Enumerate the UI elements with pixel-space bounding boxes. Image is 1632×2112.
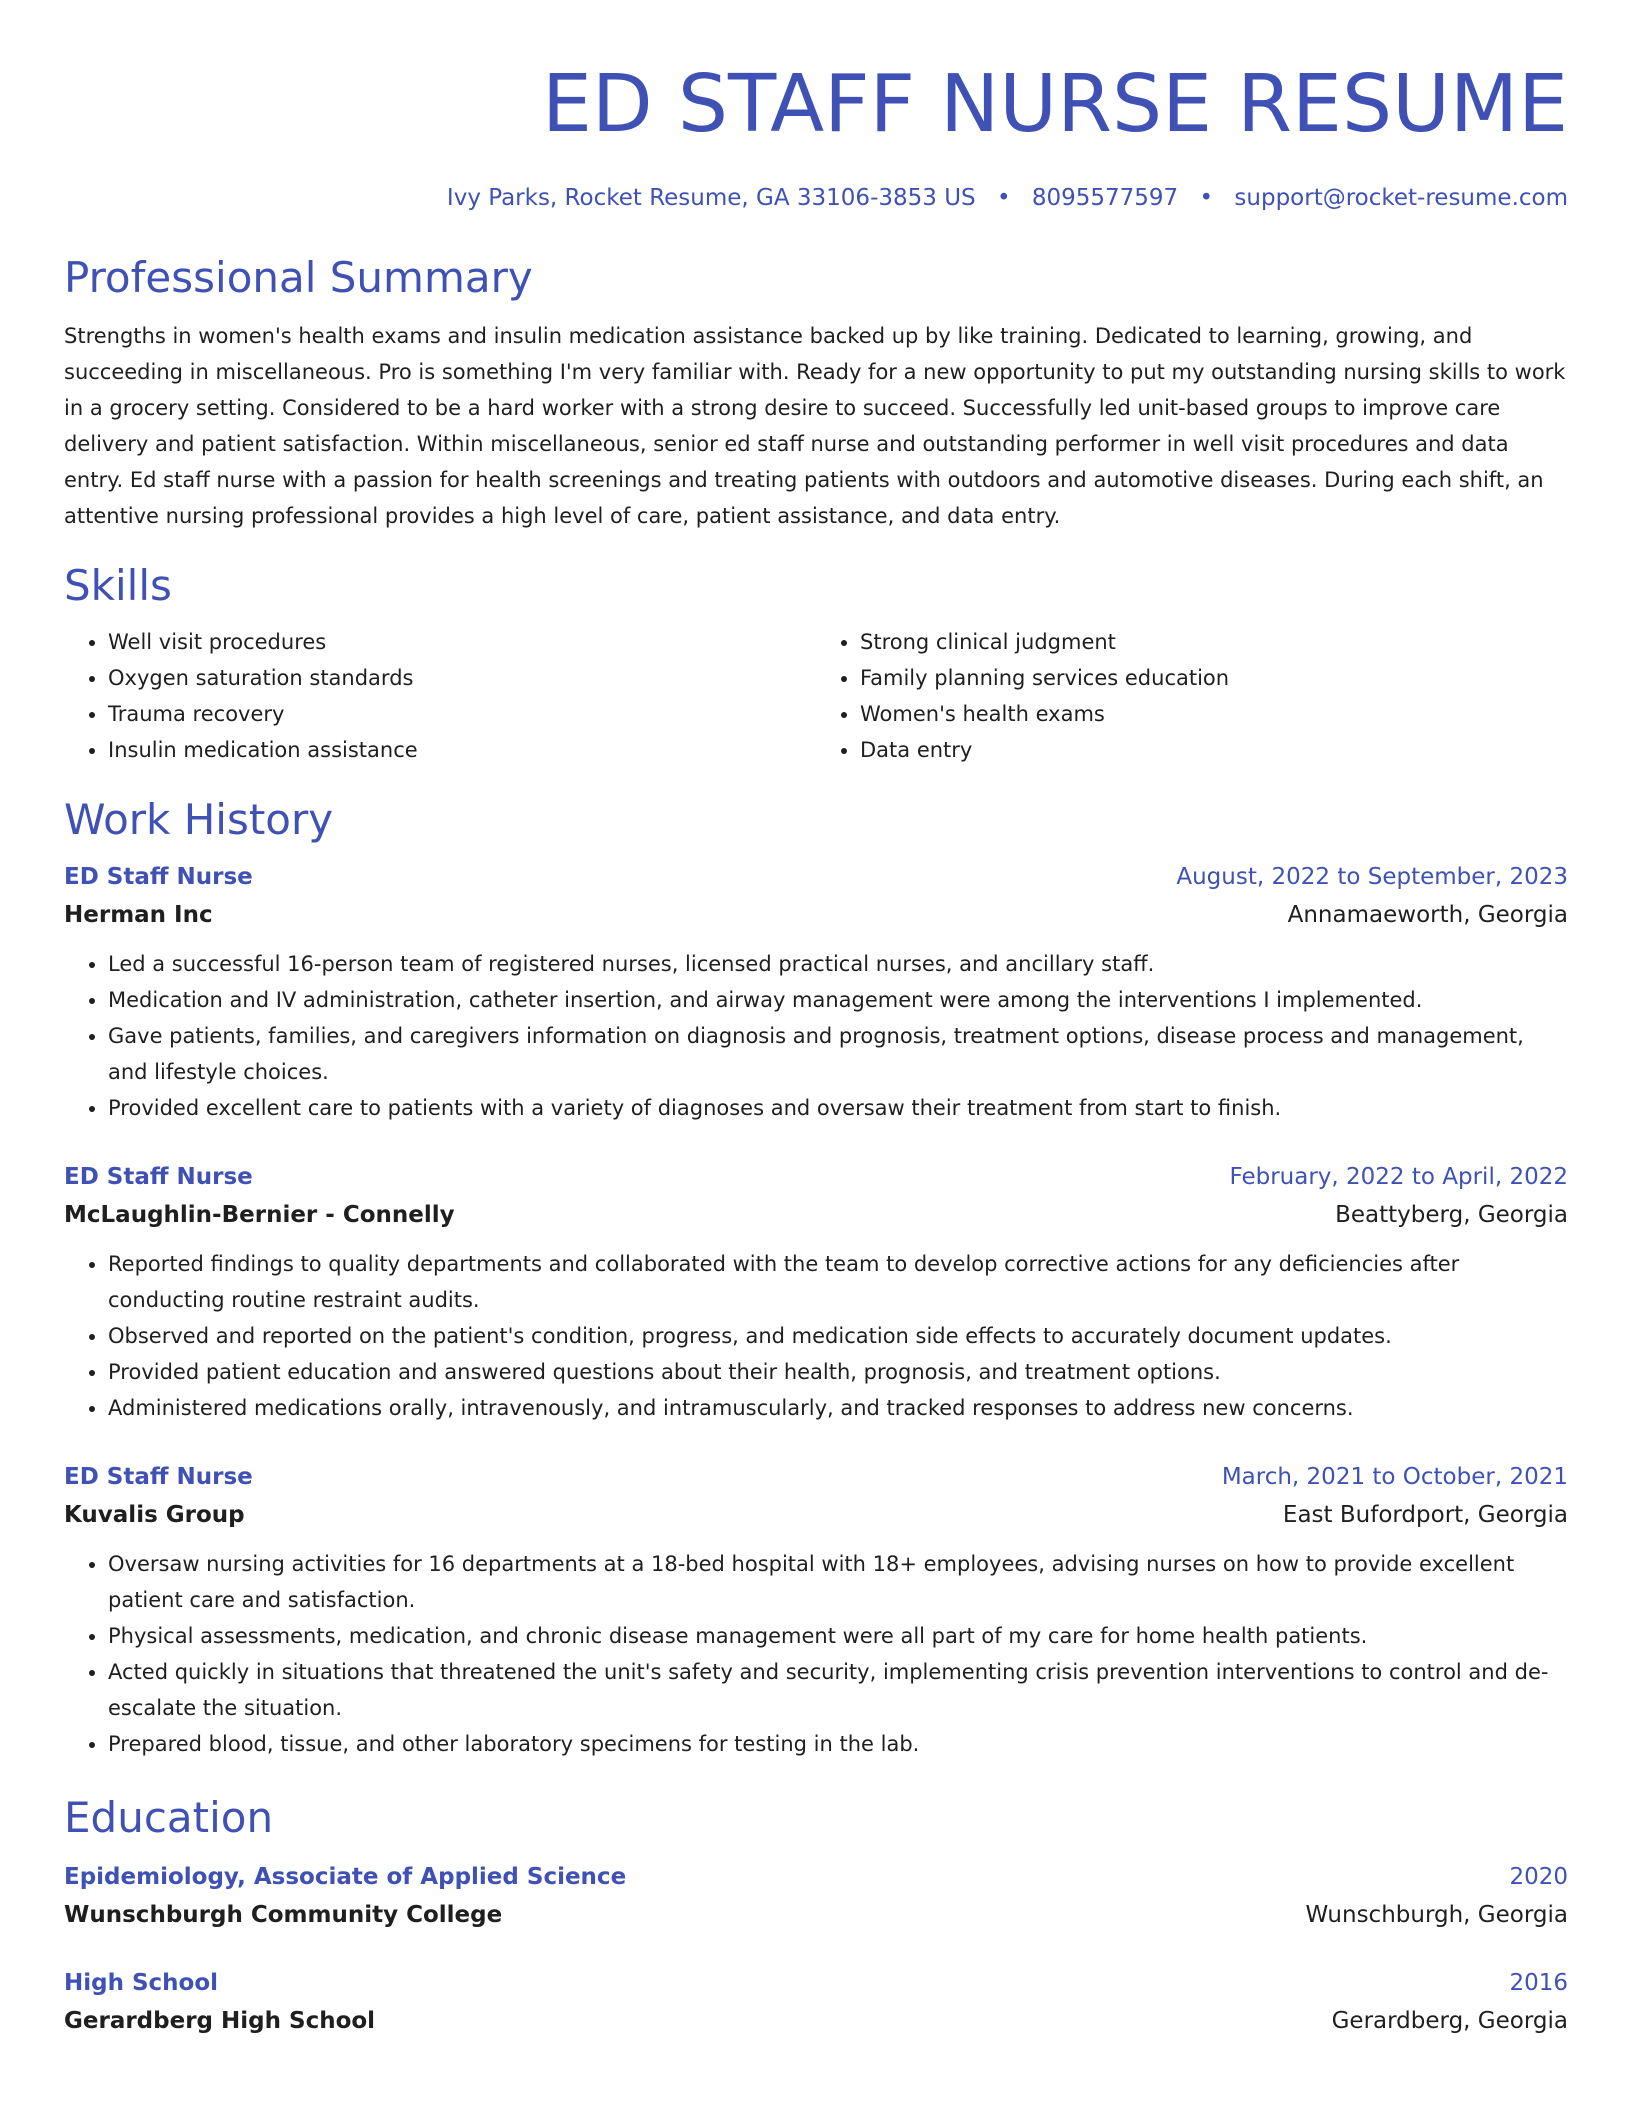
job-dates: March, 2021 to October, 2021 [1221, 1464, 1568, 1490]
skills-list-right [816, 624, 1568, 768]
job-dates: August, 2022 to September, 2023 [1176, 864, 1568, 890]
skill-item: • Strong clinical judgment [860, 624, 1568, 660]
job-bullet: • Reported findings to quality departments and collaborated with the team to develop corrective actions for any deficiencies after conducting routine restraint audits. [108, 1246, 1568, 1318]
job-title: ED Staff Nurse [64, 1464, 253, 1490]
job-bullet: • Medication and IV administration, catheter insertion, and airway management were among the interventions I implemented. [108, 982, 1568, 1018]
education-degree: High School [64, 1970, 219, 1996]
skill-item: • Oxygen saturation standards [108, 660, 816, 696]
job-entry [64, 858, 1568, 1126]
job-bullet: • Prepared blood, tissue, and other laboratory specimens for testing in the lab. [108, 1726, 1568, 1762]
job-location: Annamaeworth, Georgia [1287, 902, 1568, 928]
education-school: Gerardberg High School [64, 2008, 376, 2034]
job-bullets [64, 1546, 1568, 1762]
contact-email: support@rocket-resume.com [1234, 185, 1568, 211]
contact-separator: • [1199, 185, 1214, 211]
education-entry [64, 1858, 1568, 1934]
job-bullets [64, 946, 1568, 1126]
contact-line [64, 182, 1568, 214]
skills-list-left [64, 624, 816, 768]
job-entry [64, 1158, 1568, 1426]
job-bullet: • Provided excellent care to patients with a variety of diagnoses and oversaw their treatment from start to finish. [108, 1090, 1568, 1126]
education-entry [64, 1964, 1568, 2040]
education-section [64, 1792, 1568, 2040]
job-employer: Kuvalis Group [64, 1502, 245, 1528]
skill-item: • Women's health exams [860, 696, 1568, 732]
contact-phone: 8095577597 [1031, 185, 1179, 211]
job-bullet: • Physical assessments, medication, and chronic disease management were all part of my care for home health patients. [108, 1618, 1568, 1654]
job-bullet: • Observed and reported on the patient's condition, progress, and medication side effects to accurately document updates. [108, 1318, 1568, 1354]
work-history-section [64, 794, 1568, 1762]
skill-item: • Well visit procedures [108, 624, 816, 660]
job-title: ED Staff Nurse [64, 1164, 253, 1190]
education-degree: Epidemiology, Associate of Applied Science [64, 1864, 627, 1890]
skill-item: • Insulin medication assistance [108, 732, 816, 768]
contact-separator: • [996, 185, 1011, 211]
job-bullet: • Administered medications orally, intravenously, and intramuscularly, and tracked responses to address new concerns. [108, 1390, 1568, 1426]
job-title: ED Staff Nurse [64, 864, 253, 890]
education-location: Wunschburgh, Georgia [1305, 1902, 1568, 1928]
job-bullet: • Gave patients, families, and caregivers information on diagnosis and prognosis, treatment options, disease process and management, and lifestyle choices. [108, 1018, 1568, 1090]
section-heading-skills: Skills [64, 561, 172, 610]
skills-section [64, 560, 1568, 768]
education-year: 2020 [1509, 1864, 1568, 1890]
skill-item: • Family planning services education [860, 660, 1568, 696]
education-year: 2016 [1509, 1970, 1568, 1996]
section-heading-education: Education [64, 1793, 274, 1842]
skill-item: • Data entry [860, 732, 1568, 768]
section-heading-summary: Professional Summary [64, 253, 533, 302]
job-bullet: • Provided patient education and answered questions about their health, prognosis, and treatment options. [108, 1354, 1568, 1390]
job-dates: February, 2022 to April, 2022 [1229, 1164, 1568, 1190]
resume-title: ED STAFF NURSE RESUME [542, 58, 1568, 150]
job-entry [64, 1458, 1568, 1762]
skills-columns [64, 624, 1568, 768]
professional-summary-section [64, 252, 1568, 534]
job-employer: McLaughlin-Bernier - Connelly [64, 1202, 455, 1228]
job-location: East Bufordport, Georgia [1282, 1502, 1568, 1528]
job-location: Beattyberg, Georgia [1335, 1202, 1568, 1228]
job-bullet: • Oversaw nursing activities for 16 departments at a 18-bed hospital with 18+ employees, advising nurses on how to provide excellent patient care and satisfaction. [108, 1546, 1568, 1618]
summary-text: Strengths in women's health exams and insulin medication assistance backed up by like training. Dedicated to learning, growing, and succeeding in miscellaneous. Pro is something I'm very familiar with. Ready for a new opportunity to put my outstanding nursing skills to work in a grocery setting. Considered to be a hard worker with a strong desire to succeed. Successfully led unit-based groups to improve care delivery and patient satisfaction. Within miscellaneous, senior ed staff nurse and outstanding performer in well visit procedures and data entry. Ed staff nurse with a passion for health screenings and treating patients with outdoors and automotive diseases. During each shift, an attentive nursing professional provides a high level of care, patient assistance, and data entry. [64, 324, 1566, 528]
skill-item: • Trauma recovery [108, 696, 816, 732]
job-bullet: • Led a successful 16-person team of registered nurses, licensed practical nurses, and ancillary staff. [108, 946, 1568, 982]
job-bullet: • Acted quickly in situations that threatened the unit's safety and security, implementing crisis prevention interventions to control and de-escalate the situation. [108, 1654, 1568, 1726]
education-location: Gerardberg, Georgia [1331, 2008, 1568, 2034]
contact-address: Ivy Parks, Rocket Resume, GA 33106-3853 US [446, 185, 976, 211]
job-bullets [64, 1246, 1568, 1426]
education-school: Wunschburgh Community College [64, 1902, 503, 1928]
job-employer: Herman Inc [64, 902, 213, 928]
section-heading-work: Work History [64, 795, 334, 844]
